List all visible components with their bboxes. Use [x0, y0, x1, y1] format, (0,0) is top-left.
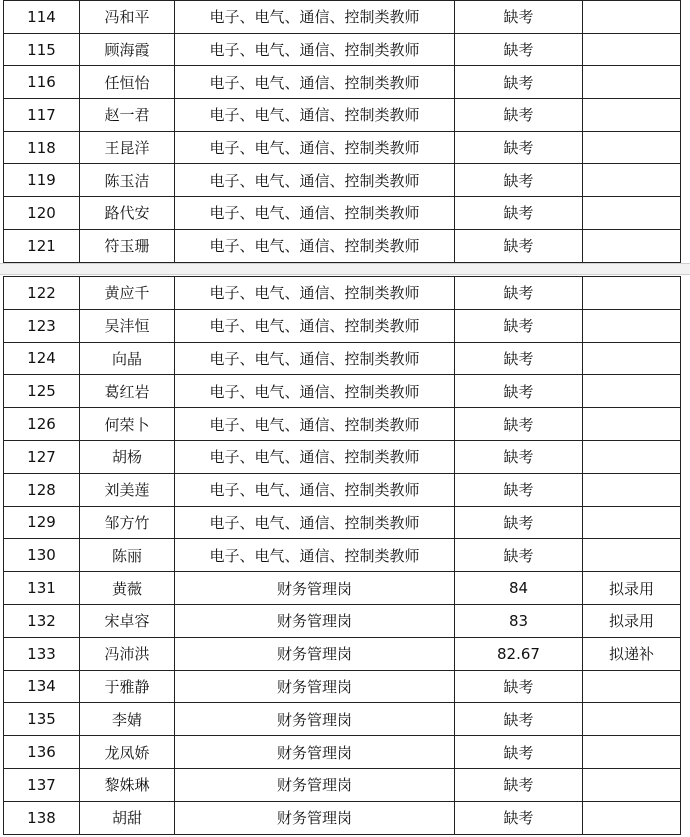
candidate-name-cell: 于雅静: [80, 670, 175, 703]
table-row: [4, 131, 681, 164]
position-cell: 电子、电气、通信、控制类教师: [175, 33, 455, 66]
position-cell: 电子、电气、通信、控制类教师: [175, 164, 455, 197]
candidate-name-cell: 顾海霞: [80, 33, 175, 66]
row-number-cell: 116: [4, 66, 80, 99]
score-cell: 缺考: [455, 131, 583, 164]
remark-cell: [583, 736, 681, 769]
position-cell: 财务管理岗: [175, 572, 455, 605]
remark-cell: [583, 229, 681, 262]
table-row: [4, 197, 681, 230]
score-cell: 缺考: [455, 506, 583, 539]
candidate-name-cell: 龙凤娇: [80, 736, 175, 769]
row-number-cell: 119: [4, 164, 80, 197]
position-cell: 电子、电气、通信、控制类教师: [175, 342, 455, 375]
remark-cell: [583, 768, 681, 801]
score-cell: 缺考: [455, 342, 583, 375]
row-number-cell: 117: [4, 99, 80, 132]
table-row: [4, 277, 681, 310]
table-row: [4, 768, 681, 801]
remark-cell: [583, 277, 681, 310]
table-row: [4, 473, 681, 506]
candidate-name-cell: 胡甜: [80, 801, 175, 834]
results-table-bottom: [3, 276, 681, 835]
row-number-cell: 114: [4, 1, 80, 34]
position-cell: 电子、电气、通信、控制类教师: [175, 66, 455, 99]
position-cell: 电子、电气、通信、控制类教师: [175, 309, 455, 342]
remark-cell: [583, 164, 681, 197]
row-number-cell: 115: [4, 33, 80, 66]
candidate-name-cell: 何荣卜: [80, 408, 175, 441]
row-number-cell: 129: [4, 506, 80, 539]
score-cell: 缺考: [455, 309, 583, 342]
remark-cell: 拟递补: [583, 637, 681, 670]
results-table-bottom-body: [4, 277, 681, 835]
table-row: [4, 637, 681, 670]
candidate-name-cell: 黄薇: [80, 572, 175, 605]
table-row: [4, 342, 681, 375]
remark-cell: 拟录用: [583, 572, 681, 605]
row-number-cell: 138: [4, 801, 80, 834]
score-cell: 缺考: [455, 1, 583, 34]
row-number-cell: 127: [4, 440, 80, 473]
remark-cell: [583, 197, 681, 230]
table-row: [4, 164, 681, 197]
remark-cell: [583, 473, 681, 506]
page-break-separator: [0, 263, 690, 275]
remark-cell: 拟录用: [583, 604, 681, 637]
row-number-cell: 126: [4, 408, 80, 441]
position-cell: 电子、电气、通信、控制类教师: [175, 539, 455, 572]
candidate-name-cell: 李婧: [80, 703, 175, 736]
position-cell: 电子、电气、通信、控制类教师: [175, 1, 455, 34]
remark-cell: [583, 1, 681, 34]
results-table-top-body: [4, 1, 681, 263]
results-table-top: [3, 0, 681, 263]
score-cell: 缺考: [455, 33, 583, 66]
candidate-name-cell: 任恒怡: [80, 66, 175, 99]
remark-cell: [583, 408, 681, 441]
table-row: [4, 375, 681, 408]
candidate-name-cell: 黎姝琳: [80, 768, 175, 801]
position-cell: 电子、电气、通信、控制类教师: [175, 408, 455, 441]
remark-cell: [583, 703, 681, 736]
row-number-cell: 125: [4, 375, 80, 408]
candidate-name-cell: 宋卓容: [80, 604, 175, 637]
remark-cell: [583, 131, 681, 164]
remark-cell: [583, 506, 681, 539]
position-cell: 电子、电气、通信、控制类教师: [175, 506, 455, 539]
position-cell: 财务管理岗: [175, 670, 455, 703]
score-cell: 缺考: [455, 768, 583, 801]
candidate-name-cell: 刘美莲: [80, 473, 175, 506]
row-number-cell: 133: [4, 637, 80, 670]
score-cell: 缺考: [455, 473, 583, 506]
remark-cell: [583, 342, 681, 375]
remark-cell: [583, 539, 681, 572]
position-cell: 财务管理岗: [175, 801, 455, 834]
candidate-name-cell: 赵一君: [80, 99, 175, 132]
position-cell: 财务管理岗: [175, 637, 455, 670]
remark-cell: [583, 309, 681, 342]
candidate-name-cell: 吴沣恒: [80, 309, 175, 342]
table-row: [4, 309, 681, 342]
score-cell: 缺考: [455, 408, 583, 441]
remark-cell: [583, 670, 681, 703]
remark-cell: [583, 66, 681, 99]
row-number-cell: 134: [4, 670, 80, 703]
candidate-name-cell: 符玉珊: [80, 229, 175, 262]
remark-cell: [583, 801, 681, 834]
row-number-cell: 121: [4, 229, 80, 262]
table-row: [4, 703, 681, 736]
position-cell: 财务管理岗: [175, 736, 455, 769]
score-cell: 缺考: [455, 164, 583, 197]
table-row: [4, 66, 681, 99]
candidate-name-cell: 陈丽: [80, 539, 175, 572]
score-cell: 缺考: [455, 66, 583, 99]
table-row: [4, 670, 681, 703]
table-row: [4, 539, 681, 572]
table-row: [4, 229, 681, 262]
score-cell: 缺考: [455, 229, 583, 262]
position-cell: 电子、电气、通信、控制类教师: [175, 375, 455, 408]
row-number-cell: 132: [4, 604, 80, 637]
candidate-name-cell: 陈玉洁: [80, 164, 175, 197]
row-number-cell: 118: [4, 131, 80, 164]
table-row: [4, 506, 681, 539]
position-cell: 财务管理岗: [175, 768, 455, 801]
table-row: [4, 1, 681, 34]
position-cell: 电子、电气、通信、控制类教师: [175, 99, 455, 132]
row-number-cell: 131: [4, 572, 80, 605]
row-number-cell: 122: [4, 277, 80, 310]
score-cell: 缺考: [455, 99, 583, 132]
score-cell: 83: [455, 604, 583, 637]
row-number-cell: 137: [4, 768, 80, 801]
row-number-cell: 136: [4, 736, 80, 769]
remark-cell: [583, 99, 681, 132]
score-cell: 缺考: [455, 736, 583, 769]
score-cell: 缺考: [455, 277, 583, 310]
position-cell: 电子、电气、通信、控制类教师: [175, 473, 455, 506]
row-number-cell: 124: [4, 342, 80, 375]
candidate-name-cell: 黄应千: [80, 277, 175, 310]
candidate-name-cell: 葛红岩: [80, 375, 175, 408]
score-cell: 缺考: [455, 539, 583, 572]
table-row: [4, 440, 681, 473]
position-cell: 电子、电气、通信、控制类教师: [175, 197, 455, 230]
candidate-name-cell: 胡杨: [80, 440, 175, 473]
score-cell: 84: [455, 572, 583, 605]
score-cell: 缺考: [455, 440, 583, 473]
score-cell: 82.67: [455, 637, 583, 670]
row-number-cell: 135: [4, 703, 80, 736]
remark-cell: [583, 440, 681, 473]
table-row: [4, 604, 681, 637]
row-number-cell: 128: [4, 473, 80, 506]
table-row: [4, 736, 681, 769]
score-cell: 缺考: [455, 703, 583, 736]
remark-cell: [583, 33, 681, 66]
row-number-cell: 120: [4, 197, 80, 230]
position-cell: 电子、电气、通信、控制类教师: [175, 131, 455, 164]
table-row: [4, 408, 681, 441]
remark-cell: [583, 375, 681, 408]
row-number-cell: 123: [4, 309, 80, 342]
position-cell: 财务管理岗: [175, 604, 455, 637]
table-row: [4, 572, 681, 605]
position-cell: 电子、电气、通信、控制类教师: [175, 440, 455, 473]
candidate-name-cell: 冯和平: [80, 1, 175, 34]
candidate-name-cell: 王昆洋: [80, 131, 175, 164]
table-row: [4, 801, 681, 834]
candidate-name-cell: 向晶: [80, 342, 175, 375]
position-cell: 电子、电气、通信、控制类教师: [175, 277, 455, 310]
candidate-name-cell: 冯沛洪: [80, 637, 175, 670]
score-cell: 缺考: [455, 801, 583, 834]
score-cell: 缺考: [455, 670, 583, 703]
position-cell: 财务管理岗: [175, 703, 455, 736]
score-cell: 缺考: [455, 197, 583, 230]
table-row: [4, 33, 681, 66]
candidate-name-cell: 邹方竹: [80, 506, 175, 539]
score-cell: 缺考: [455, 375, 583, 408]
candidate-name-cell: 路代安: [80, 197, 175, 230]
position-cell: 电子、电气、通信、控制类教师: [175, 229, 455, 262]
table-row: [4, 99, 681, 132]
row-number-cell: 130: [4, 539, 80, 572]
